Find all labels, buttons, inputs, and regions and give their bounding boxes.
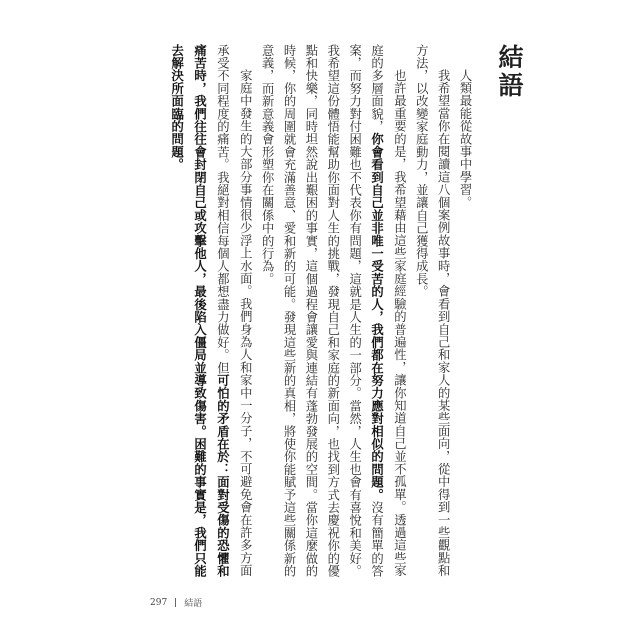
paragraph <box>453 44 475 589</box>
paragraph <box>255 44 409 589</box>
text-run: 我希望當你在閱讀這八個案例故事時，會看到自己和家人的某些面向，從中得到一些觀點和方法，以改變家庭動力，並讓自己獲得成長。 <box>414 44 451 577</box>
body-text <box>165 44 475 589</box>
emphasized-text: 可怕的矛盾在於：面對受傷的恐懼和痛苦時，我們往往會封閉自己或攻擊他人，最後陷入僵局並導致傷害。困難的事實是，我們只能去解決所面臨的問題。 <box>169 44 231 578</box>
page-footer <box>150 596 202 609</box>
paragraph <box>165 44 256 589</box>
text-run: 也許最重要的是，我希望藉由這些家庭經驗的普遍性，讓你知道自己並不孤單。透過這些家庭的多層面貌， <box>369 44 407 577</box>
text-run: 人類最能從故事中學習。 <box>458 68 472 209</box>
page-number: 297 <box>150 597 168 608</box>
text-run: 沒有簡單的答案，而努力對付困難也不代表你有問題，這就是人生的一部分。當然，人生也會有喜悅和美好。我希望這份體悟能幫助你面對人生的挑戰，發現自己和家庭的新面向，也找到方式去慶祝你的優點和快樂，同時坦然說出艱困的事實，這個過程會讓愛與連結有蓬勃發展的空間。當你這麼做的時候，你的周圍就會充滿善意、愛和新的可能。發現這些新的真相，將使你能賦予這些關係新的意義，而新意義會形塑你在關係中的行為。 <box>260 44 384 578</box>
emphasized-text: 你會看到自己並非唯一受苦的人，我們都在努力應對相似的問題。 <box>369 132 385 502</box>
chapter-title: 結語 <box>495 44 524 100</box>
vertical-text-block <box>165 44 522 589</box>
paragraph <box>409 44 453 589</box>
running-header-label: 結語 <box>184 599 203 609</box>
footer-divider <box>175 598 176 607</box>
text-run: 家庭中發生的大部分事情很少浮上水面。我們身為人和家中一分子，不可避免會在許多方面承受不同程度的痛苦。我絕對相信每個人都想盡力做好。但 <box>215 44 253 577</box>
